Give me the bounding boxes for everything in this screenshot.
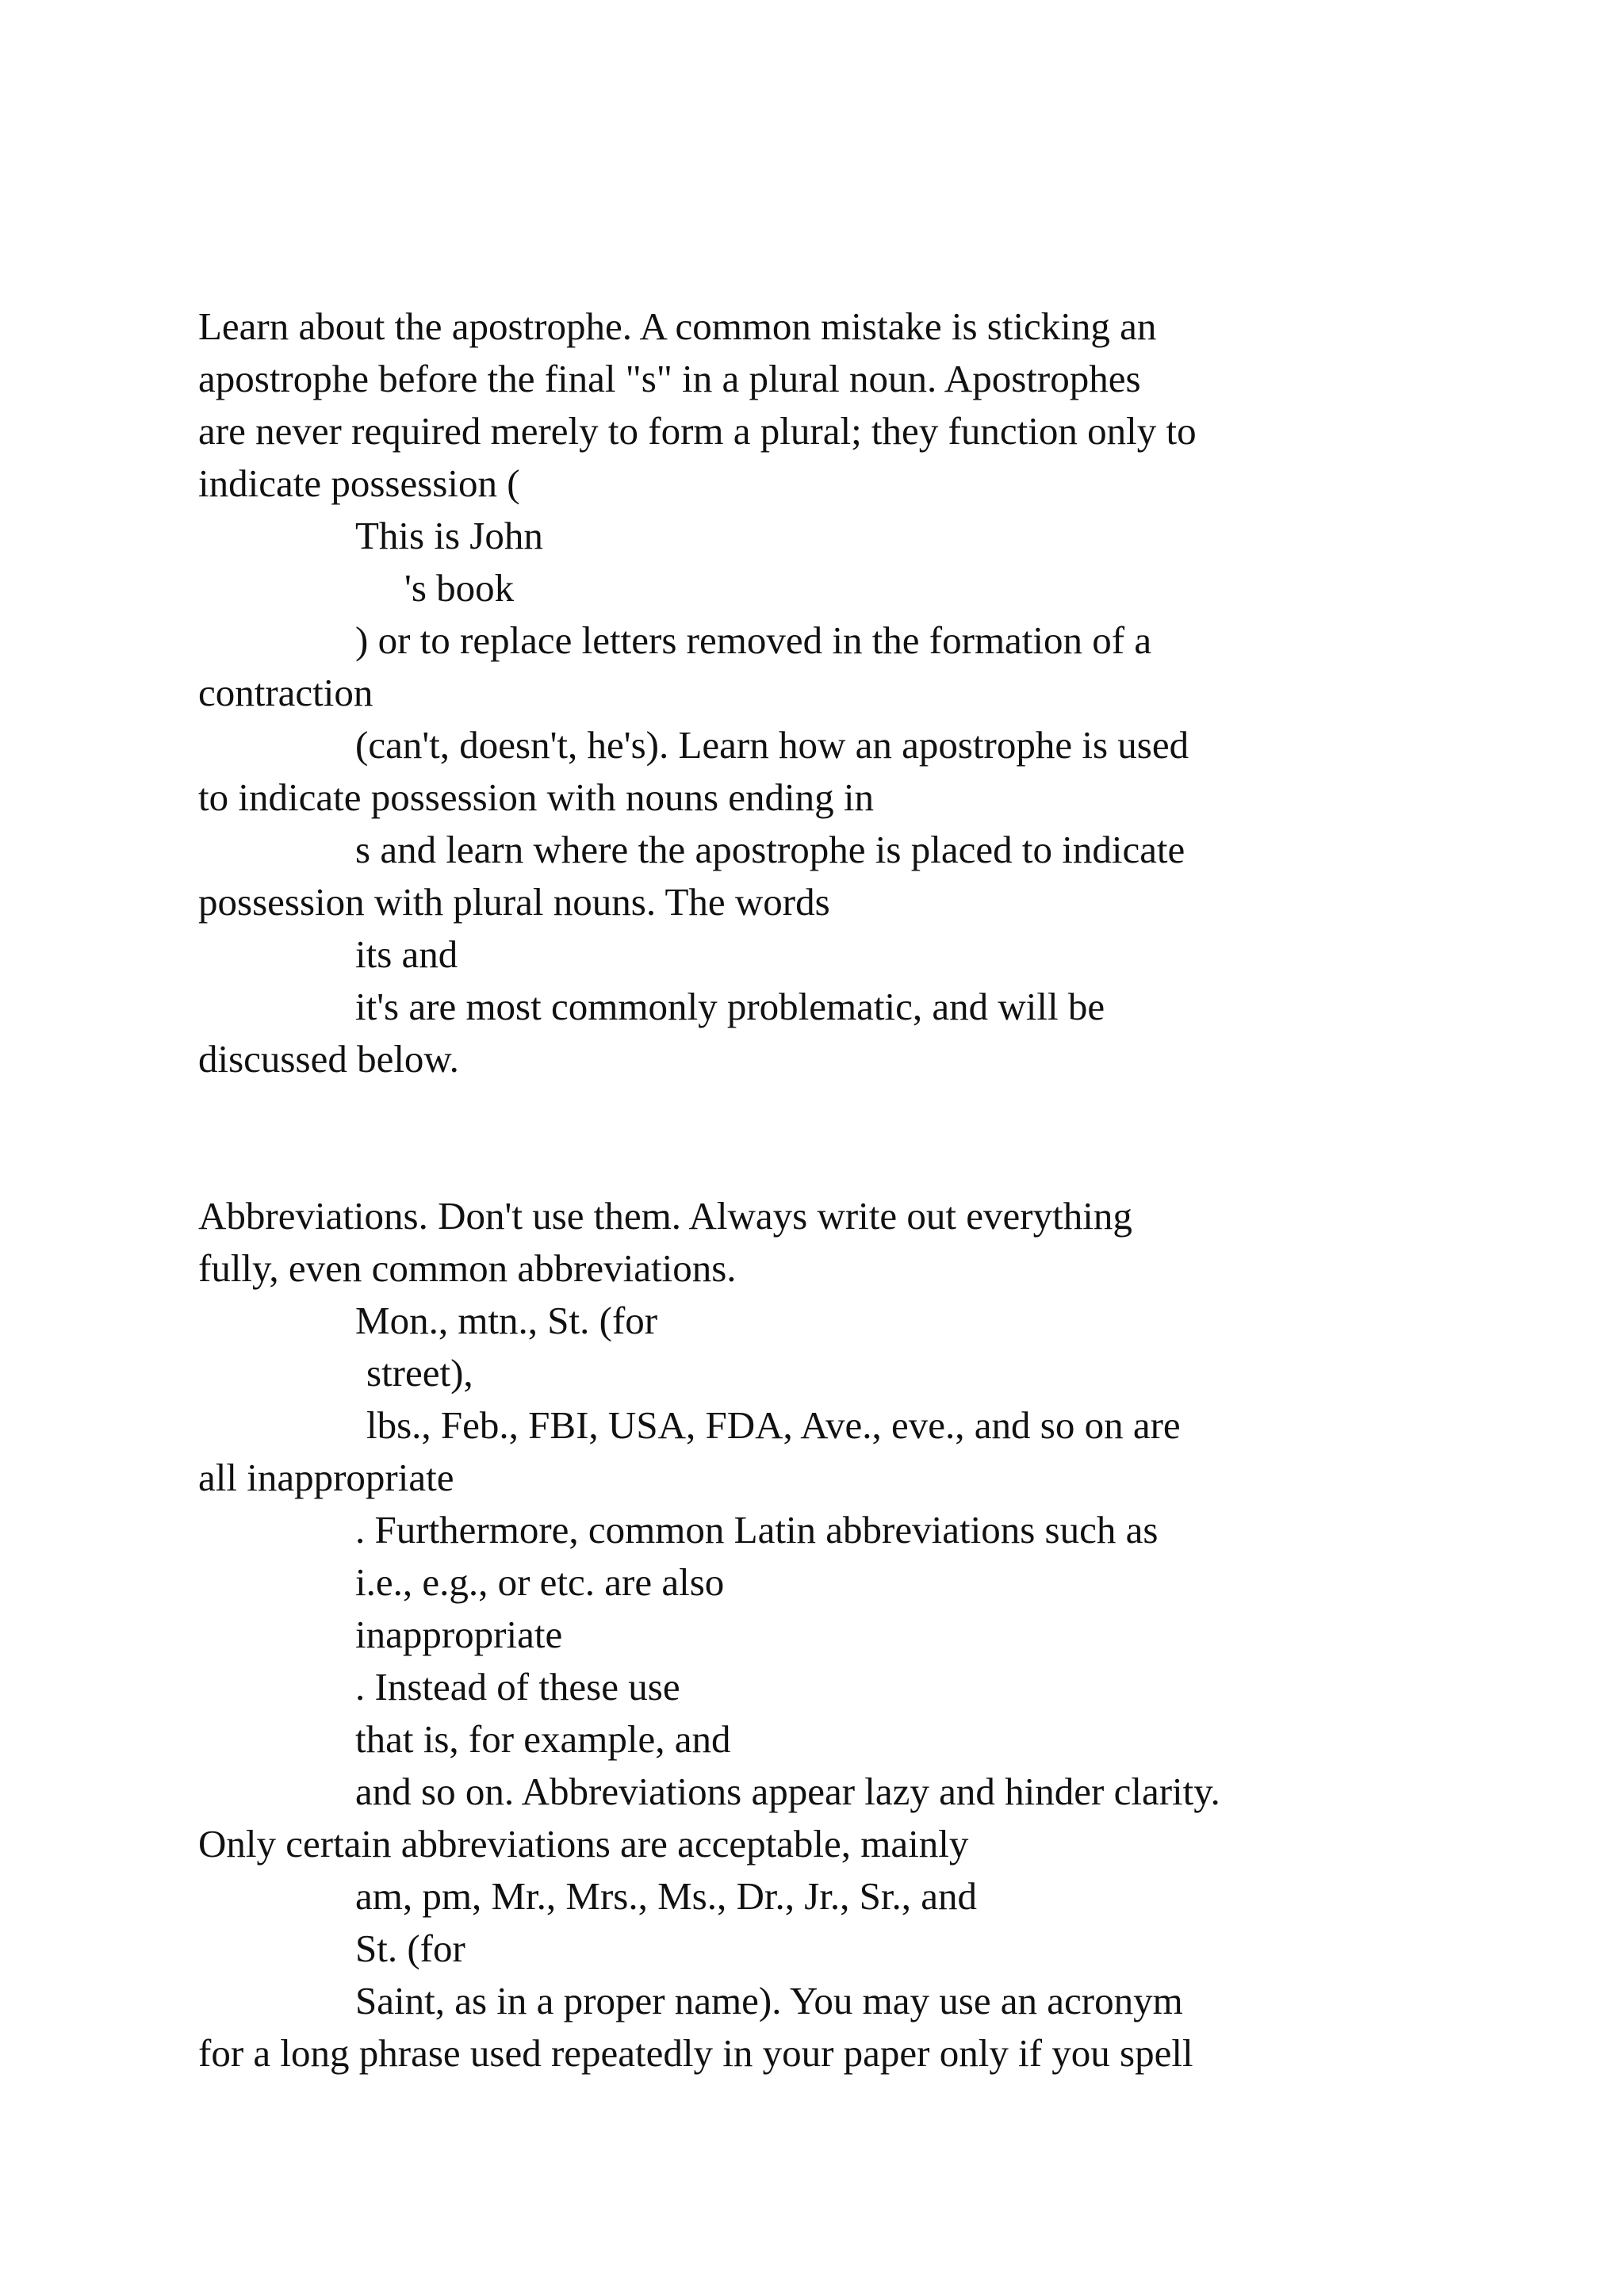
text-line: i.e., e.g., or etc. are also — [355, 1560, 725, 1604]
text-line: Abbreviations. Don't use them. Always write out everything — [198, 1194, 1132, 1238]
text-line: Learn about the apostrophe. A common mistake is sticking an — [198, 304, 1157, 348]
text-line: apostrophe before the final "s" in a plural noun. Apostrophes — [198, 357, 1141, 400]
text-line: its and — [355, 932, 458, 976]
text-line: street), — [366, 1351, 473, 1395]
text-line: it's are most commonly problematic, and will be — [355, 985, 1105, 1028]
text-line: fully, even common abbreviations. — [198, 1246, 737, 1290]
text-line: contraction — [198, 671, 373, 714]
text-line: are never required merely to form a plural; they function only to — [198, 409, 1197, 453]
text-line: 's book — [404, 566, 515, 610]
text-line: possession with plural nouns. The words — [198, 880, 830, 924]
text-line: lbs., Feb., FBI, USA, FDA, Ave., eve., and so on are — [366, 1403, 1181, 1447]
text-line: Only certain abbreviations are acceptable, mainly — [198, 1822, 969, 1866]
text-line: Saint, as in a proper name). You may use an acronym — [355, 1979, 1183, 2022]
text-line: This is John — [355, 514, 543, 557]
text-line: (can't, doesn't, he's). Learn how an apostrophe is used — [355, 723, 1189, 767]
text-line: all inappropriate — [198, 1456, 454, 1499]
text-line: for a long phrase used repeatedly in your paper only if you spell — [198, 2031, 1193, 2075]
text-line: inappropriate — [355, 1613, 563, 1656]
text-line: . Furthermore, common Latin abbreviations such as — [355, 1508, 1159, 1552]
text-line: . Instead of these use — [355, 1665, 680, 1709]
text-line: s and learn where the apostrophe is placed to indicate — [355, 828, 1185, 871]
text-line: St. (for — [355, 1927, 465, 1970]
text-line: ) or to replace letters removed in the formation of a — [355, 618, 1152, 662]
text-line: to indicate possession with nouns ending in — [198, 775, 874, 819]
text-line: that is, for example, and — [355, 1717, 731, 1761]
text-line: and so on. Abbreviations appear lazy and hinder clarity. — [355, 1770, 1220, 1813]
text-line: Mon., mtn., St. (for — [355, 1299, 658, 1342]
text-line: discussed below. — [198, 1037, 459, 1081]
text-line: indicate possession ( — [198, 461, 520, 505]
text-line: am, pm, Mr., Mrs., Ms., Dr., Jr., Sr., and — [355, 1874, 978, 1918]
